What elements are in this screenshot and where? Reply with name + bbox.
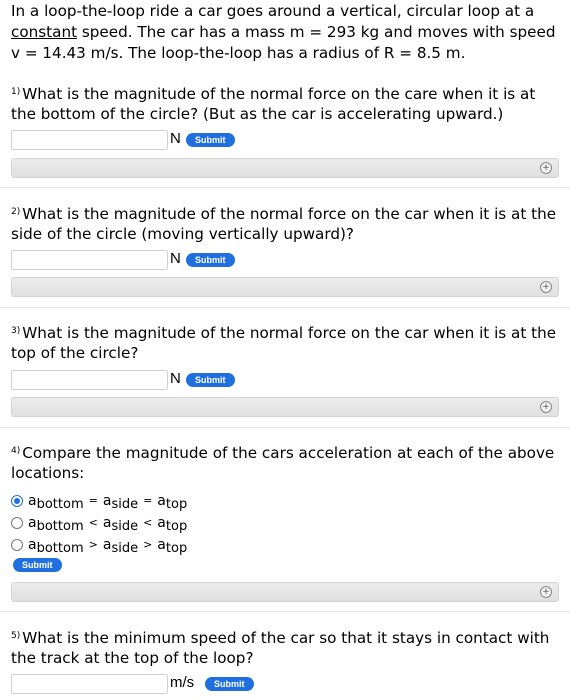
intro-text-1: In a loop-the-loop ride a car goes around a vertical, circular loop at a [11, 2, 535, 20]
question-text: What is the magnitude of the normal force on the care when it is at the bottom of the circle? (But as the car is accelerating upward.) [11, 85, 536, 123]
question-number: 2) [11, 207, 21, 217]
hint-bar-2[interactable] [11, 277, 559, 297]
plus-circle-icon[interactable]: + [540, 401, 552, 413]
submit-button-5[interactable]: Submit [205, 677, 254, 691]
symbol-a: a [102, 493, 112, 509]
unit-label: N [170, 370, 181, 387]
answer-options [11, 490, 187, 556]
hint-bar-3[interactable] [11, 397, 559, 417]
subscript: top [165, 497, 188, 512]
question-3 [11, 321, 561, 363]
hint-bar-1[interactable] [11, 158, 559, 178]
submit-button-2[interactable]: Submit [186, 253, 235, 267]
answer-input-1[interactable] [11, 130, 168, 150]
symbol-a: a [28, 515, 37, 531]
relation: < [143, 516, 153, 529]
subscript: bottom [36, 497, 84, 512]
divider [0, 307, 570, 308]
radio-button-selected[interactable] [11, 495, 23, 507]
subscript: top [165, 519, 188, 534]
plus-circle-icon[interactable]: + [540, 281, 552, 293]
question-text: Compare the magnitude of the cars acceleration at each of the above locations: [11, 444, 555, 482]
symbol-a: a [28, 493, 37, 509]
relation: > [88, 538, 98, 551]
plus-circle-icon[interactable]: + [540, 162, 552, 174]
symbol-a: a [28, 537, 37, 553]
unit-label: N [170, 130, 181, 147]
question-text: What is the magnitude of the normal force on the car when it is at the side of the circle (moving vertically upward)? [11, 205, 557, 243]
question-text: What is the magnitude of the normal force on the car when it is at the top of the circle? [11, 324, 557, 362]
unit-label: m/s [170, 674, 195, 691]
relation: = [88, 494, 98, 507]
subscript: side [111, 519, 139, 534]
answer-input-5[interactable] [11, 674, 168, 694]
question-number: 3) [11, 326, 21, 336]
relation: > [143, 538, 153, 551]
submit-button-1[interactable]: Submit [186, 133, 235, 147]
radio-button[interactable] [11, 539, 23, 551]
symbol-a: a [157, 537, 166, 553]
question-5 [11, 626, 561, 668]
intro-text-2: speed. The car has a mass m = 293 kg and moves with speed v = 14.43 m/s. The loop-the-loop has a radius of R = 8.5 m. [11, 23, 556, 62]
subscript: bottom [36, 519, 84, 534]
option-greater-than[interactable] [11, 534, 187, 556]
symbol-a: a [102, 537, 112, 553]
radio-button[interactable] [11, 517, 23, 529]
submit-button-3[interactable]: Submit [186, 373, 235, 387]
submit-button-4[interactable]: Submit [13, 558, 62, 572]
problem-statement [11, 1, 561, 64]
answer-input-3[interactable] [11, 370, 168, 390]
symbol-a: a [102, 515, 112, 531]
intro-underlined-word: constant [11, 23, 78, 41]
question-4 [11, 441, 561, 483]
question-number: 1) [11, 87, 21, 97]
unit-label: N [170, 250, 181, 267]
question-2 [11, 202, 561, 244]
subscript: top [165, 541, 188, 556]
subscript: side [111, 541, 139, 556]
subscript: bottom [36, 541, 84, 556]
relation: < [88, 516, 98, 529]
option-less-than[interactable] [11, 512, 187, 534]
question-1 [11, 82, 561, 124]
hint-bar-4[interactable] [11, 582, 559, 602]
divider [0, 427, 570, 428]
question-number: 5) [11, 631, 21, 641]
symbol-a: a [157, 515, 166, 531]
option-equal[interactable] [11, 490, 187, 512]
answer-input-2[interactable] [11, 250, 168, 270]
divider [0, 611, 570, 612]
question-text: What is the minimum speed of the car so that it stays in contact with the track at the top of the loop? [11, 629, 550, 667]
question-number: 4) [11, 446, 21, 456]
symbol-a: a [157, 493, 166, 509]
divider [0, 187, 570, 188]
subscript: side [111, 497, 139, 512]
plus-circle-icon[interactable]: + [540, 586, 552, 598]
relation: = [143, 494, 153, 507]
